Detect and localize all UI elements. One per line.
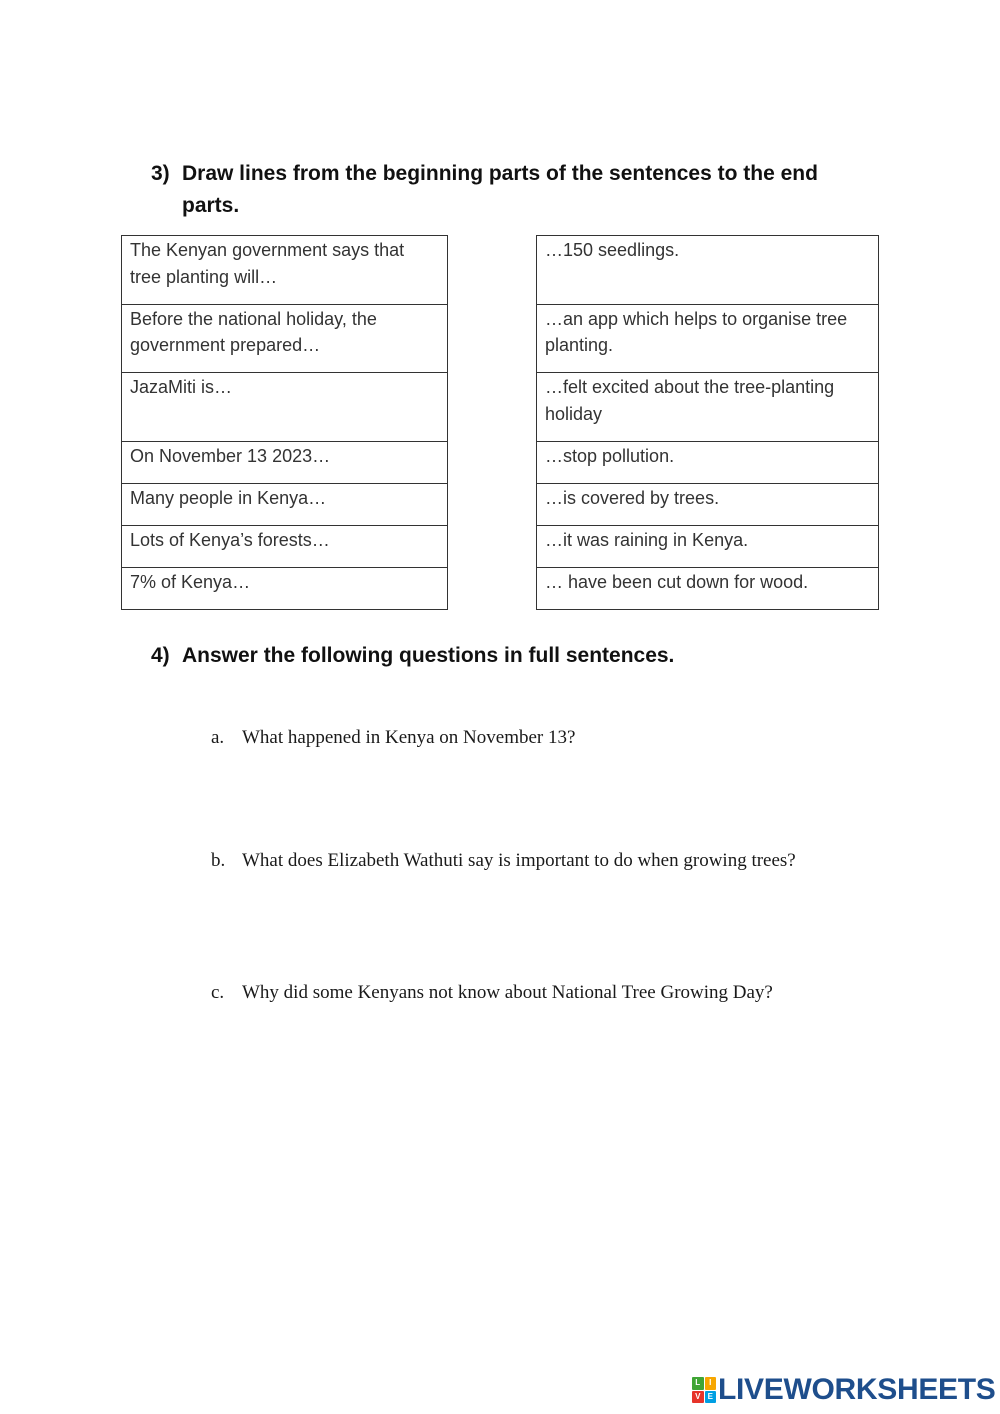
beginning-cell[interactable]: JazaMiti is…: [122, 373, 448, 442]
beginning-cell[interactable]: 7% of Kenya…: [122, 567, 448, 609]
section-3-heading: [151, 158, 871, 222]
question-text: What does Elizabeth Wathuti say is important to do when growing trees?: [242, 850, 796, 871]
question-letter: b.: [211, 850, 226, 871]
liveworksheets-logo: [692, 1373, 996, 1407]
ending-cell[interactable]: …150 seedlings.: [537, 236, 879, 305]
beginning-cell[interactable]: On November 13 2023…: [122, 441, 448, 483]
section-4-number: 4): [151, 644, 170, 667]
question-text: What happened in Kenya on November 13?: [242, 727, 576, 748]
sentence-endings-table: [536, 235, 879, 610]
sentence-beginnings-table: [121, 235, 448, 610]
ending-cell[interactable]: …it was raining in Kenya.: [537, 525, 879, 567]
logo-mark-tile: E: [705, 1391, 717, 1404]
question-letter: c.: [211, 982, 225, 1003]
logo-mark-tile: V: [692, 1391, 704, 1404]
section-3-instruction: Draw lines from the beginning parts of the sentences to the end parts.: [182, 162, 818, 217]
logo-mark-tile: I: [705, 1377, 717, 1390]
question-b: [211, 850, 796, 872]
question-c: [211, 982, 773, 1004]
logo-text: LIVEWORKSHEETS: [718, 1373, 996, 1406]
question-a: [211, 727, 575, 749]
section-4-instruction: Answer the following questions in full sentences.: [182, 644, 675, 667]
beginning-cell[interactable]: Before the national holiday, the government prepared…: [122, 304, 448, 373]
ending-cell[interactable]: …stop pollution.: [537, 441, 879, 483]
ending-cell[interactable]: … have been cut down for wood.: [537, 567, 879, 609]
question-text: Why did some Kenyans not know about National Tree Growing Day?: [242, 982, 773, 1003]
section-4-heading: [151, 640, 871, 672]
liveworksheets-logo-icon: [692, 1377, 716, 1403]
logo-mark-tile: L: [692, 1377, 704, 1390]
beginning-cell[interactable]: The Kenyan government says that tree planting will…: [122, 236, 448, 305]
beginning-cell[interactable]: Lots of Kenya’s forests…: [122, 525, 448, 567]
ending-cell[interactable]: …an app which helps to organise tree planting.: [537, 304, 879, 373]
question-letter: a.: [211, 727, 225, 748]
section-3-number: 3): [151, 162, 170, 185]
beginning-cell[interactable]: Many people in Kenya…: [122, 483, 448, 525]
ending-cell[interactable]: …felt excited about the tree-planting holiday: [537, 373, 879, 442]
ending-cell[interactable]: …is covered by trees.: [537, 483, 879, 525]
